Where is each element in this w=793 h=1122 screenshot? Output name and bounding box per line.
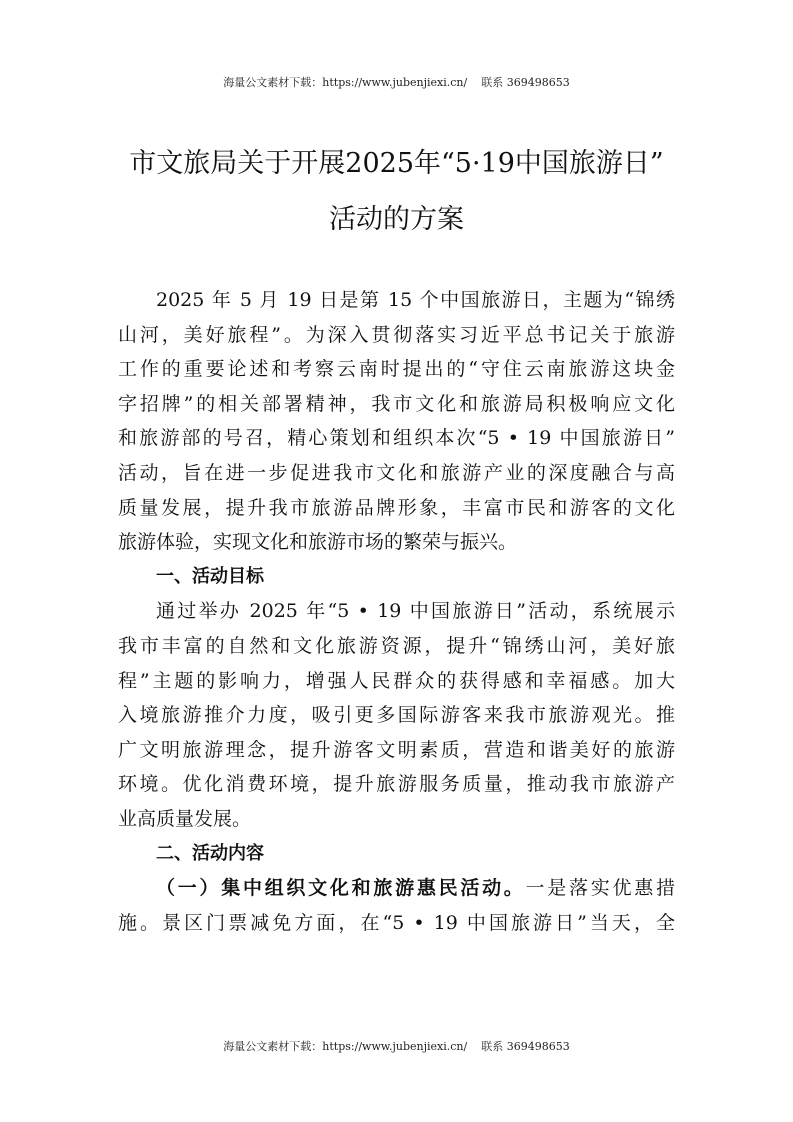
footer-text: 海量公文素材下载：https://www.jubenjiexi.cn/ [223,1040,468,1053]
title-line-1: 市文旅局关于开展2025年“5·19中国旅游日” [129,148,664,179]
subsection-heading: （一）集中组织文化和旅游惠民活动。 [156,877,526,900]
document-title [100,136,693,248]
paragraph-line: 山河，美好旅程”。为深入贯彻落实习近平总书记关于旅游 [118,323,675,346]
subsection-text: 一是落实优惠措 [525,877,675,900]
paragraph-line: 程”主题的影响力，增强人民群众的获得感和幸福感。加大 [118,669,675,692]
paragraph-line: 活动，旨在进一步促进我市文化和旅游产业的深度融合与高 [118,461,675,484]
footer-contact: 联系 369498653 [481,1040,570,1053]
paragraph-line: 旅游体验，实现文化和旅游市场的繁荣与振兴。 [118,531,518,554]
paragraph-line: 质量发展，提升我市旅游品牌形象，丰富市民和游客的文化 [118,496,675,519]
paragraph-line: 广文明旅游理念，提升游客文明素质，营造和谐美好的旅游 [118,738,675,761]
paragraph-line: 2025 年 5 月 19 日是第 15 个中国旅游日，主题为“锦绣 [156,289,675,311]
page-footer [0,1038,793,1054]
header-contact: 联系 369498653 [481,76,570,89]
paragraph-line: 我市丰富的自然和文化旅游资源，提升“锦绣山河，美好旅 [118,634,675,657]
document-body [118,283,675,940]
paragraph-line [118,871,675,906]
title-line-2: 活动的方案 [329,204,464,235]
paragraph-line: 业高质量发展。 [118,807,252,830]
paragraph-line: 工作的重要论述和考察云南时提出的“守住云南旅游这块金 [118,358,675,381]
paragraph-line: 环境。优化消费环境，提升旅游服务质量，推动我市旅游产 [118,773,675,796]
section-heading-1: 一、活动目标 [156,565,264,587]
header-text: 海量公文素材下载：https://www.jubenjiexi.cn/ [223,76,468,89]
page-header [0,74,793,90]
paragraph-line: 通过举办 2025 年“5 • 19 中国旅游日”活动，系统展示 [156,600,675,623]
paragraph-line: 施。景区门票减免方面，在“5 • 19 中国旅游日”当天，全 [118,911,675,934]
paragraph-line: 字招牌”的相关部署精神，我市文化和旅游局积极响应文化 [118,392,675,415]
section-heading-2: 二、活动内容 [156,842,264,864]
paragraph-line: 和旅游部的号召，精心策划和组织本次“5 • 19 中国旅游日” [118,427,675,450]
paragraph-line: 入境旅游推介力度，吸引更多国际游客来我市旅游观光。推 [118,704,675,727]
